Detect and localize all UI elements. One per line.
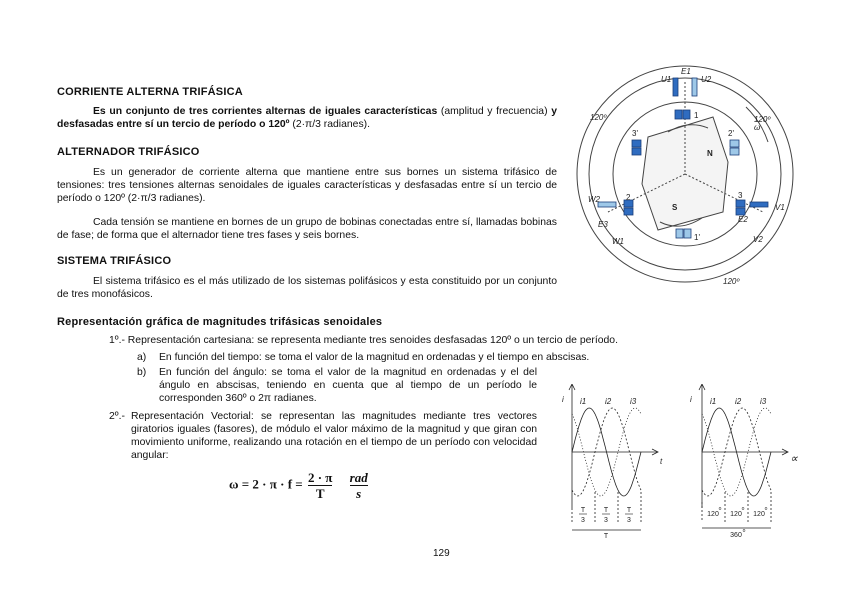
- angle-label-left: 120º: [590, 113, 607, 122]
- label-i2: i2: [605, 397, 612, 406]
- angular-velocity-formula: [229, 470, 370, 501]
- segment-1-label: 120: [707, 511, 719, 518]
- item-1b: En función del ángulo: se toma el valor de la magnitud en ordenadas y el del ángulo en abscisas, teniendo en cuenta que al tiempo de un período le corresponden 360º o 2π radianes.: [159, 367, 537, 404]
- heading-sistema-trifasico: SISTEMA TRIFÁSICO: [57, 255, 172, 267]
- coil-number-2p: 2': [728, 129, 734, 138]
- item-2-marker: 2º.-: [109, 411, 125, 422]
- segment-2-num: T: [603, 507, 609, 514]
- formula-den-2: s: [356, 486, 362, 501]
- terminal-label-v2: V2: [753, 235, 763, 244]
- period-deg: o: [742, 528, 746, 534]
- waveform-angle-chart: [688, 384, 808, 544]
- label-i3: i3: [630, 397, 637, 406]
- page-number: 129: [433, 548, 450, 559]
- x-label: t: [660, 457, 663, 466]
- terminal-label-v1: V1: [775, 203, 785, 212]
- coil-1p-b: [684, 229, 691, 238]
- heading-representacion: Representación gráfica de magnitudes trifásicas senoidales: [57, 316, 383, 328]
- y-label: i: [690, 395, 692, 404]
- coil-2p-a: [730, 140, 739, 147]
- coil-2-b: [624, 208, 633, 215]
- formula-lhs: ω = 2 · π · f =: [229, 476, 303, 492]
- x-label: ∝: [790, 453, 798, 465]
- rotation-label: ω: [754, 123, 761, 132]
- formula-fraction-2: [350, 470, 368, 501]
- terminal-u1: [673, 78, 678, 96]
- paragraph-sistema: El sistema trifásico es el más utilizado de los sistemas polifásicos y esta constituido por un conjunto de tres monofásicos.: [57, 276, 557, 300]
- period-label: T: [603, 533, 609, 540]
- angle-label-bottom: 120º: [723, 277, 740, 286]
- coil-number-1: 1: [694, 111, 699, 120]
- segment-2-den: 3: [604, 517, 608, 524]
- segment-3-den: 3: [627, 517, 631, 524]
- waveform-time-chart: [560, 384, 670, 544]
- rotor-body: [642, 117, 728, 230]
- emf-label-e3: E3: [598, 220, 608, 229]
- paragraph-alternador-2: Cada tensión se mantiene en bornes de un grupo de bobinas conectadas entre sí, llamadas bobinas de fase; de forma que el alternador tiene tres fases y seis bornes.: [57, 217, 557, 241]
- formula-den-1: T: [315, 486, 325, 501]
- terminal-label-w2: W2: [588, 195, 600, 204]
- heading-alternador: ALTERNADOR TRIFÁSICO: [57, 146, 200, 158]
- coil-number-3: 3: [738, 191, 743, 200]
- corriente-text-2: (2·π/3 radianes).: [289, 119, 370, 130]
- label-i1: i1: [580, 397, 587, 406]
- corriente-bold-2: y desfasadas entre sí un tercio de período o 120º: [57, 106, 557, 130]
- coil-1-b: [683, 110, 690, 119]
- emf-label-e1: E1: [681, 67, 691, 76]
- alternator-diagram: [568, 62, 800, 294]
- segment-1-num: T: [580, 507, 586, 514]
- label-i2: i2: [735, 397, 742, 406]
- emf-label-e2: E2: [738, 215, 748, 224]
- segment-2-deg: o: [741, 506, 745, 512]
- period-label: 360: [730, 532, 742, 539]
- corriente-bold-1: Es un conjunto de tres corrientes alternas de iguales características: [93, 106, 438, 117]
- item-2: Representación Vectorial: se representan las magnitudes mediante tres vectores giratorios iguales (fasores), de módulo el valor máximo de la magnitud y que giran con movimiento uniforme, realizando una rotación en el tiempo de un período con velocidad angular:: [131, 411, 537, 461]
- segment-1-den: 3: [581, 517, 585, 524]
- label-i1: i1: [710, 397, 717, 406]
- segment-2-label: 120: [730, 511, 742, 518]
- item-1a: En función del tiempo: se toma el valor de la magnitud en ordenadas y el tiempo en abscisas.: [159, 352, 590, 363]
- terminal-w2: [598, 202, 616, 207]
- segment-1-deg: o: [718, 506, 722, 512]
- terminal-label-u1: U1: [661, 75, 672, 84]
- terminal-label-w1: W1: [612, 237, 624, 246]
- item-1b-marker: b): [137, 367, 147, 378]
- segment-3-label: 120: [753, 511, 765, 518]
- coil-3p-b: [632, 148, 641, 155]
- heading-corriente-alterna: CORRIENTE ALTERNA TRIFÁSICA: [57, 86, 243, 98]
- angle-label-right: 120º: [754, 115, 771, 124]
- terminal-label-u2: U2: [701, 75, 712, 84]
- segment-3-deg: o: [764, 506, 768, 512]
- coil-number-1p: 1': [694, 233, 700, 242]
- coil-1p-a: [676, 229, 683, 238]
- formula-num-1: 2 · π: [307, 470, 333, 485]
- coil-3p-a: [632, 140, 641, 147]
- paragraph-alternador-1: Es un generador de corriente alterna que mantiene entre sus bornes un sistema trifásico de tensiones: tres tensiones alternas senoidales de iguales características y desfasadas entre sí un tercio de período o 120º (2·π/3 radianes).: [57, 167, 557, 204]
- formula-fraction-1: [308, 470, 332, 501]
- coil-number-2: 2: [626, 193, 631, 202]
- pole-label-n: N: [707, 149, 713, 158]
- coil-1-a: [675, 110, 682, 119]
- terminal-u2: [692, 78, 697, 96]
- label-i3: i3: [760, 397, 767, 406]
- coil-3-b: [736, 208, 745, 215]
- coil-3-a: [736, 200, 745, 207]
- coil-2p-b: [730, 148, 739, 155]
- coil-number-3p: 3': [632, 129, 638, 138]
- paragraph-corriente: [57, 105, 557, 131]
- y-label: i: [562, 395, 564, 404]
- item-1: 1º.- Representación cartesiana: se representa mediante tres senoides desfasadas 120º o un tercio de período.: [109, 335, 618, 346]
- terminal-v1: [750, 202, 768, 207]
- corriente-text-1: (amplitud y frecuencia): [437, 106, 552, 117]
- formula-num-2: rad: [349, 470, 368, 485]
- pole-label-s: S: [672, 203, 678, 212]
- segment-3-num: T: [626, 507, 632, 514]
- item-1a-marker: a): [137, 352, 147, 363]
